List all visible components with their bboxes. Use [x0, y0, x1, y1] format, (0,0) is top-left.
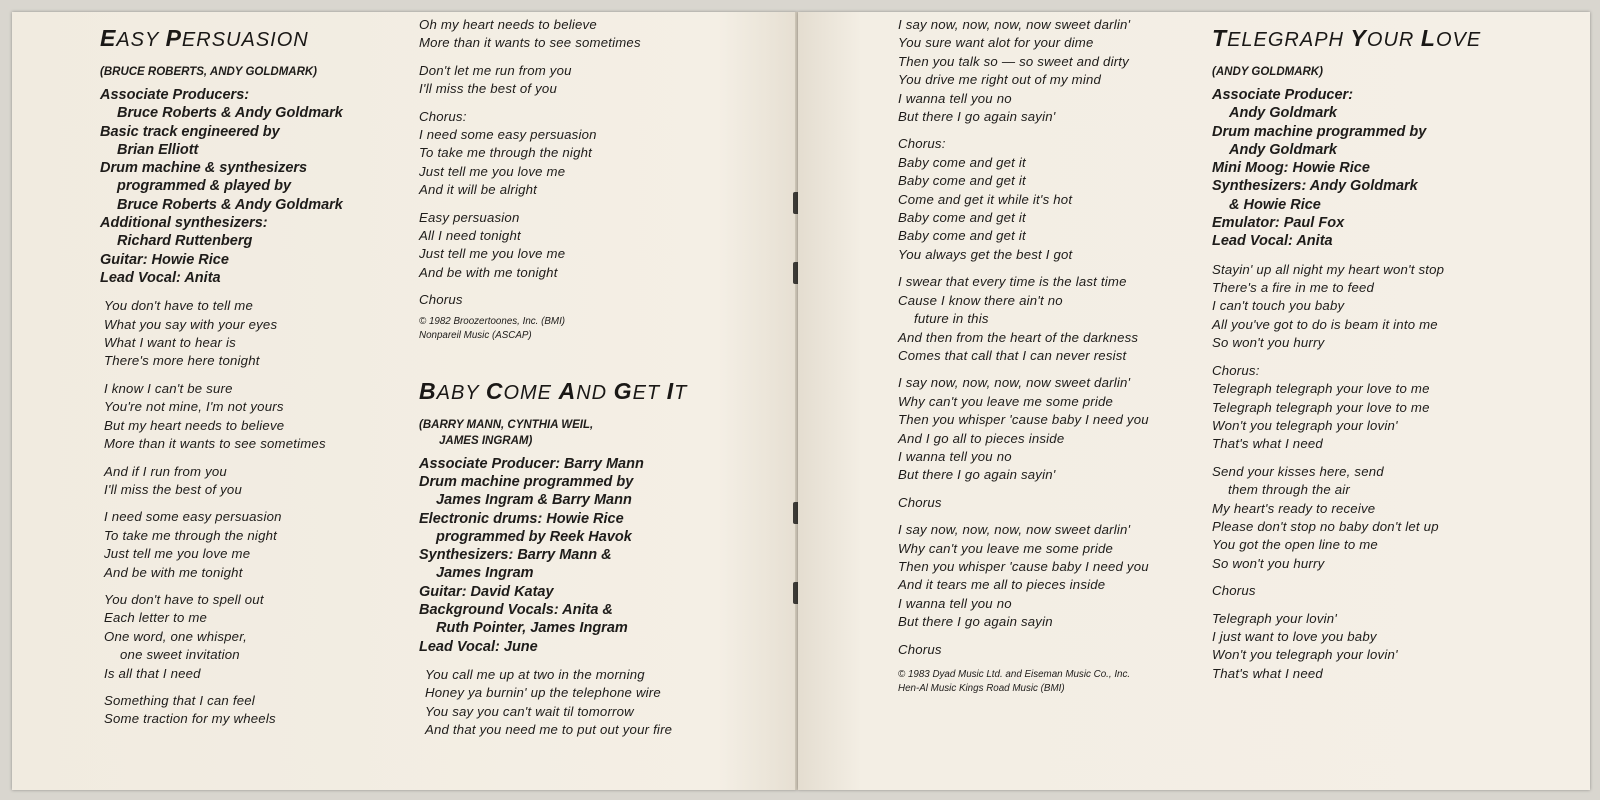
title-rest: ET [632, 381, 667, 404]
title-rest: ABY [436, 381, 486, 404]
credit-line: programmed & played by [117, 178, 292, 195]
credits-list [100, 86, 410, 287]
lyric-line: Baby come and get it [898, 210, 1026, 226]
lyric-line: I swear that every time is the last time [898, 274, 1127, 290]
title-initial: E [100, 25, 117, 51]
copyright-notice [419, 315, 789, 343]
credit-line: programmed by Reek Havok [436, 528, 632, 545]
title-rest: OUR [1366, 29, 1421, 51]
stanza [1212, 463, 1582, 573]
lyric-line: And it tears me all to pieces inside [898, 577, 1106, 593]
left-column-1 [100, 26, 410, 738]
stanza [104, 591, 410, 683]
lyric-line: Each letter to me [104, 610, 208, 626]
credit-line: Electronic drums: Howie Rice [419, 510, 624, 527]
copyright-block [419, 315, 789, 343]
stanza [898, 273, 1198, 365]
lyric-line: What you say with your eyes [104, 316, 278, 332]
lyric-line: Chorus: [1212, 362, 1260, 378]
lyric-line: Comes that call that I can never resist [898, 347, 1127, 363]
lyric-line: Just tell me you love me [419, 246, 566, 262]
title-initial: G [613, 377, 633, 404]
credit-line: Lead Vocal: Anita [100, 269, 221, 286]
credit-line: Bruce Roberts & Andy Goldmark [117, 105, 343, 122]
lyric-line: I say now, now, now, now sweet darlin' [898, 522, 1131, 538]
title-initial: C [485, 377, 504, 404]
song-title [1212, 26, 1582, 52]
lyric-line: I need some easy persuasion [419, 127, 597, 143]
lyric-line: And be with me tonight [104, 564, 243, 580]
lyric-line: Then you talk so — so sweet and dirty [898, 53, 1129, 69]
lyrics-block [104, 297, 410, 729]
copyright-notice [898, 668, 1198, 696]
credit-line: James Ingram & Barry Mann [436, 492, 632, 509]
songwriters [100, 64, 410, 80]
lyric-line: Won't you telegraph your lovin' [1212, 417, 1398, 433]
lyric-line: one sweet invitation [120, 647, 240, 663]
lyric-line: Oh my heart needs to believe [419, 17, 597, 32]
lyric-line: You don't have to tell me [104, 298, 254, 314]
stanza [898, 521, 1198, 631]
lyric-line: That's what I need [1212, 665, 1323, 681]
lyric-line: And be with me tonight [419, 264, 558, 280]
lyric-line: There's more here tonight [104, 353, 260, 369]
credit-line: Guitar: David Katay [419, 583, 554, 600]
lyric-line: You drive me right out of my mind [898, 72, 1102, 88]
title-rest: ND [576, 381, 614, 404]
credit-line: Associate Producer: Barry Mann [419, 455, 644, 472]
stanza [104, 380, 410, 454]
title-rest: ERSUASION [181, 29, 309, 51]
lyric-line: One word, one whisper, [104, 628, 247, 644]
lyric-line: You always get the best I got [898, 246, 1073, 262]
lyric-line: There's a fire in me to feed [1212, 280, 1375, 296]
title-initial: Y [1350, 25, 1367, 51]
lyric-line: Please don't stop no baby don't let up [1212, 518, 1439, 534]
lyric-line: But there I go again sayin' [898, 109, 1056, 125]
credit-line: Mini Moog: Howie Rice [1212, 160, 1370, 177]
lyric-line: Chorus [1212, 583, 1256, 599]
lyric-line: Why can't you leave me some pride [898, 540, 1114, 556]
stanza [419, 291, 789, 309]
title-initial: B [419, 377, 437, 404]
stanza [1212, 362, 1582, 454]
song-block [100, 26, 410, 287]
songwriters-line: (BRUCE ROBERTS, ANDY GOLDMARK) [100, 66, 318, 78]
lyric-line: I can't touch you baby [1212, 298, 1345, 314]
right-page [798, 12, 1590, 790]
stanza [898, 494, 1198, 512]
songwriters [419, 417, 789, 449]
title-rest: ASY [116, 29, 166, 51]
lyric-line: Baby come and get it [898, 173, 1026, 189]
lyric-line: Honey ya burnin' up the telephone wire [425, 685, 661, 701]
credit-line: Synthesizers: Barry Mann & [419, 547, 612, 564]
lyric-line: So won't you hurry [1212, 335, 1325, 351]
lyric-line: Is all that I need [104, 665, 201, 681]
stanza [104, 297, 410, 371]
credit-line: Andy Goldmark [1229, 105, 1337, 122]
title-rest: OVE [1435, 29, 1482, 51]
lyric-line: Send your kisses here, send [1212, 463, 1384, 479]
credit-line: Associate Producer: [1212, 87, 1354, 103]
lyric-line: Then you whisper 'cause baby I need you [898, 412, 1149, 428]
lyric-line: Telegraph your lovin' [1212, 610, 1337, 626]
lyric-booklet [12, 12, 1590, 790]
copyright-line: © 1982 Broozertoones, Inc. (BMI) [419, 315, 566, 327]
credit-line: Drum machine & synthesizers [100, 160, 308, 177]
lyric-line: Easy persuasion [419, 209, 520, 225]
lyric-line: Come and get it while it's hot [898, 191, 1073, 207]
lyric-line: You're not mine, I'm not yours [104, 399, 284, 415]
credit-line: Ruth Pointer, James Ingram [436, 620, 628, 637]
stanza [104, 692, 410, 729]
stanza [419, 209, 789, 283]
credit-line: Background Vocals: Anita & [419, 602, 613, 619]
copyright-line: © 1983 Dyad Music Ltd. and Eiseman Music Co., Inc. [898, 669, 1131, 680]
lyric-line: Don't let me run from you [419, 62, 572, 78]
title-initial: T [1212, 25, 1228, 51]
lyric-line: And it will be alright [419, 182, 538, 198]
songwriters-line: (BARRY MANN, CYNTHIA WEIL, [419, 418, 594, 431]
lyric-line: What I want to hear is [104, 335, 236, 351]
lyric-line: Some traction for my wheels [104, 711, 276, 727]
stanza [419, 108, 789, 200]
credit-line: & Howie Rice [1229, 196, 1321, 213]
left-page [12, 12, 797, 790]
credit-line: Guitar: Howie Rice [100, 251, 229, 268]
lyric-line: You say you can't wait til tomorrow [425, 703, 634, 719]
lyric-line: Just tell me you love me [419, 163, 566, 179]
left-column-2 [419, 16, 789, 749]
song-title [419, 379, 789, 405]
lyric-line: Cause I know there ain't no [898, 292, 1063, 308]
lyric-line: That's what I need [1212, 436, 1323, 452]
copyright-line: Nonpareil Music (ASCAP) [419, 329, 532, 341]
lyric-line: Baby come and get it [898, 228, 1026, 244]
lyric-line: You got the open line to me [1212, 537, 1378, 553]
stanza [419, 16, 789, 53]
credit-line: James Ingram [436, 565, 534, 582]
right-column-1 [898, 16, 1198, 696]
lyric-line: Chorus [898, 641, 942, 657]
title-rest: T [674, 381, 688, 404]
lyric-line: Telegraph telegraph your love to me [1212, 381, 1430, 397]
lyrics-block [1212, 261, 1582, 684]
credits-list [419, 455, 789, 656]
right-column-2 [1212, 26, 1582, 692]
lyric-line: I just want to love you baby [1212, 628, 1377, 644]
stanza [898, 135, 1198, 264]
lyric-line: Telegraph telegraph your love to me [1212, 399, 1430, 415]
stanza [898, 16, 1198, 126]
lyric-line: And I go all to pieces inside [898, 430, 1065, 446]
title-initial: P [165, 25, 182, 51]
lyric-line: To take me through the night [419, 145, 592, 161]
lyric-line: You call me up at two in the morning [425, 666, 645, 682]
credit-line: Drum machine programmed by [1212, 123, 1427, 140]
lyric-line: You don't have to spell out [104, 591, 264, 607]
lyric-line: Something that I can feel [104, 692, 255, 708]
title-initial: I [666, 377, 675, 404]
stanza [104, 508, 410, 582]
stanza [1212, 610, 1582, 684]
lyric-line: future in this [914, 311, 989, 327]
lyric-line: All I need tonight [419, 228, 521, 244]
lyric-line: And that you need me to put out your fire [425, 722, 673, 738]
credit-line: Emulator: Paul Fox [1212, 215, 1345, 232]
lyric-line: But there I go again sayin [898, 614, 1053, 630]
lyric-line: More than it wants to see sometimes [104, 436, 326, 452]
song-block [1212, 26, 1582, 251]
title-initial: L [1420, 25, 1436, 51]
lyric-line: All you've got to do is beam it into me [1212, 316, 1438, 332]
lyric-line: I say now, now, now, now sweet darlin' [898, 17, 1131, 32]
lyric-line: I wanna tell you no [898, 90, 1012, 106]
lyric-line: Chorus [419, 292, 463, 308]
credits-list [1212, 86, 1582, 251]
credit-line: Drum machine programmed by [419, 473, 634, 490]
stanza [898, 374, 1198, 484]
lyric-line: Then you whisper 'cause baby I need you [898, 558, 1149, 574]
lyric-line: I wanna tell you no [898, 595, 1012, 611]
credit-line: Additional synthesizers: [100, 215, 268, 232]
stanza [898, 641, 1198, 659]
lyric-line: But there I go again sayin' [898, 467, 1056, 483]
credit-line: Andy Goldmark [1229, 141, 1337, 158]
copyright-line: Hen-Al Music Kings Road Music (BMI) [898, 683, 1065, 694]
lyric-line: So won't you hurry [1212, 555, 1325, 571]
stanza [104, 463, 410, 500]
lyric-line: I know I can't be sure [104, 380, 233, 396]
songwriters-line: (ANDY GOLDMARK) [1212, 66, 1323, 78]
lyric-line: And if I run from you [104, 463, 227, 479]
lyric-line: Stayin' up all night my heart won't stop [1212, 261, 1445, 277]
lyrics-block [419, 16, 789, 310]
lyric-line: I need some easy persuasion [104, 509, 282, 525]
songwriters-line: JAMES INGRAM) [439, 434, 533, 447]
stanza [1212, 582, 1582, 600]
song-block [419, 379, 789, 656]
lyric-line: them through the air [1228, 482, 1351, 498]
lyrics-block [425, 666, 789, 740]
lyric-line: I wanna tell you no [898, 448, 1012, 464]
credit-line: Synthesizers: Andy Goldmark [1212, 178, 1418, 195]
credit-line: Lead Vocal: Anita [1212, 233, 1333, 250]
stanza [419, 62, 789, 99]
song-title [100, 26, 410, 52]
lyrics-block [898, 16, 1198, 659]
title-rest: OME [503, 381, 559, 404]
credit-line: Basic track engineered by [100, 123, 280, 140]
stanza [425, 666, 789, 740]
copyright-block [898, 668, 1198, 696]
lyric-line: But my heart needs to believe [104, 417, 285, 433]
songwriters [1212, 64, 1582, 80]
lyric-line: More than it wants to see sometimes [419, 35, 641, 51]
lyric-line: Won't you telegraph your lovin' [1212, 647, 1398, 663]
lyric-line: Chorus: [419, 108, 467, 124]
lyric-line: Just tell me you love me [104, 546, 251, 562]
lyric-line: Chorus [898, 494, 942, 510]
lyric-line: I'll miss the best of you [104, 481, 242, 497]
credit-line: Brian Elliott [117, 141, 199, 158]
lyric-line: Baby come and get it [898, 154, 1026, 170]
credit-line: Associate Producers: [100, 87, 250, 103]
title-rest: ELEGRAPH [1227, 29, 1351, 51]
credit-line: Lead Vocal: June [419, 638, 538, 655]
lyric-line: I say now, now, now, now sweet darlin' [898, 375, 1131, 391]
lyric-line: And then from the heart of the darkness [898, 329, 1139, 345]
lyric-line: You sure want alot for your dime [898, 35, 1094, 51]
lyric-line: I'll miss the best of you [419, 81, 557, 97]
credit-line: Bruce Roberts & Andy Goldmark [117, 196, 343, 213]
credit-line: Richard Ruttenberg [117, 233, 253, 250]
lyric-line: Chorus: [898, 136, 946, 152]
stanza [1212, 261, 1582, 353]
lyric-line: Why can't you leave me some pride [898, 393, 1114, 409]
title-initial: A [558, 377, 577, 404]
lyric-line: My heart's ready to receive [1212, 500, 1376, 516]
lyric-line: To take me through the night [104, 527, 277, 543]
